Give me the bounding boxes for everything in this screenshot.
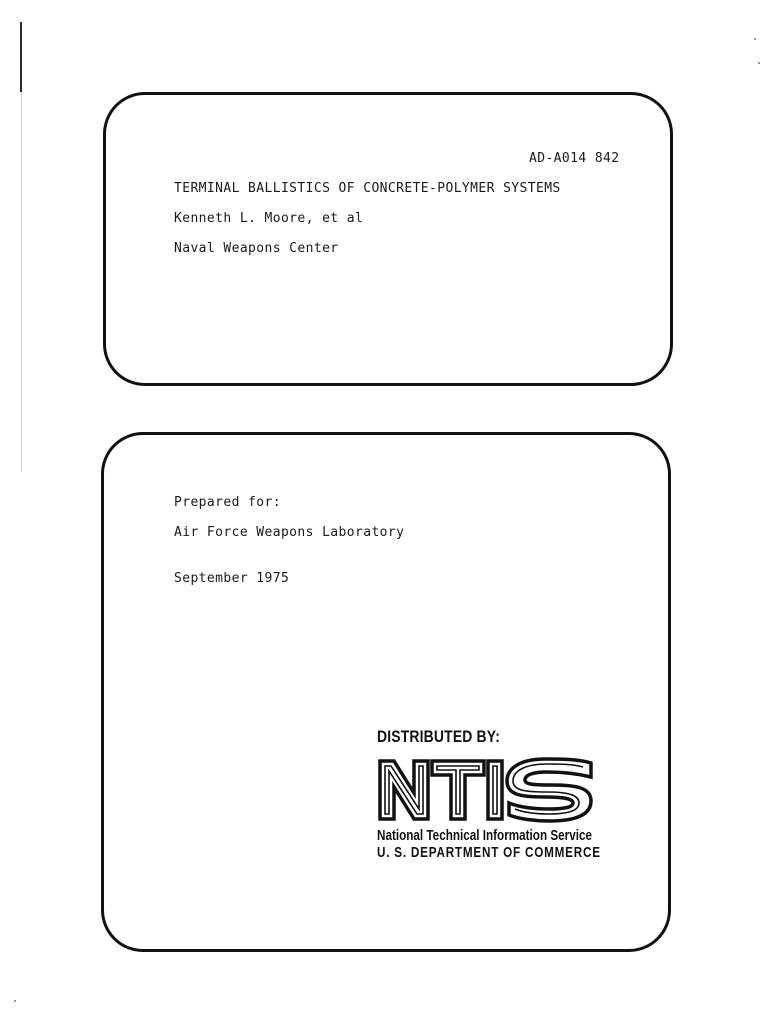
scan-speck: [754, 38, 756, 40]
distributor-block: [377, 727, 617, 861]
report-author: Kenneth L. Moore, et al: [174, 211, 364, 226]
scan-speck: [758, 62, 760, 64]
scan-edge-shadow: [21, 92, 22, 472]
distribution-card: [101, 432, 671, 952]
ad-number: AD-A014 842: [529, 151, 620, 166]
prepared-for-label: Prepared for:: [174, 495, 281, 510]
scan-edge-mark: [20, 22, 22, 92]
sponsor-name: Air Force Weapons Laboratory: [174, 525, 405, 540]
distributed-by-label: DISTRIBUTED BY:: [377, 727, 501, 746]
report-organization: Naval Weapons Center: [174, 241, 339, 256]
ntis-logo: [377, 757, 609, 823]
scan-speck: [14, 1000, 16, 1002]
department-name: U. S. DEPARTMENT OF COMMERCE: [377, 844, 601, 861]
report-title: TERMINAL BALLISTICS OF CONCRETE-POLYMER SYSTEMS: [174, 181, 561, 196]
report-info-card: [103, 92, 673, 386]
ntis-service-name: National Technical Information Service: [377, 827, 592, 844]
report-date: September 1975: [174, 571, 290, 586]
